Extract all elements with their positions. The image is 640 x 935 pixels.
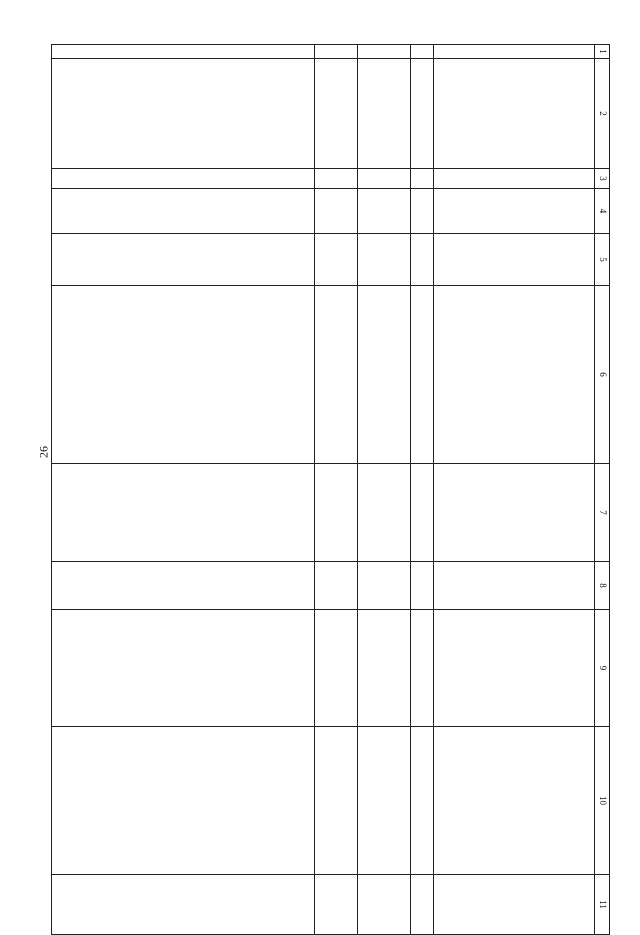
table-cell <box>358 286 411 464</box>
table-row <box>434 45 595 935</box>
table-cell <box>315 464 358 562</box>
table-cell <box>52 45 315 59</box>
col-header: 2 <box>595 59 610 169</box>
table-cell <box>434 610 595 727</box>
table-cell <box>52 189 315 234</box>
col-header: 4 <box>595 189 610 234</box>
table-cell <box>52 562 315 610</box>
table-cell <box>411 727 434 875</box>
table-cell <box>358 234 411 286</box>
table-cell <box>434 286 595 464</box>
table-cell <box>434 45 595 59</box>
table-cell <box>315 169 358 189</box>
table-cell <box>315 286 358 464</box>
table-cell <box>434 169 595 189</box>
col-header: 9 <box>595 610 610 727</box>
table-cell <box>434 59 595 169</box>
table-cell <box>434 234 595 286</box>
table-cell <box>411 464 434 562</box>
table-row <box>52 45 315 935</box>
col-header: 3 <box>595 169 610 189</box>
table-cell <box>315 189 358 234</box>
table-cell <box>52 610 315 727</box>
table-row <box>315 45 358 935</box>
table-cell <box>411 610 434 727</box>
table-cell <box>434 464 595 562</box>
table-cell <box>434 562 595 610</box>
table-cell <box>411 562 434 610</box>
table-cell <box>315 727 358 875</box>
table-cell <box>315 45 358 59</box>
table-cell <box>358 169 411 189</box>
col-header: 5 <box>595 234 610 286</box>
table-cell <box>315 610 358 727</box>
table-cell <box>411 286 434 464</box>
col-header: 11 <box>595 875 610 935</box>
table-cell <box>358 59 411 169</box>
table-cell <box>52 727 315 875</box>
table-cell <box>52 286 315 464</box>
table-cell <box>358 189 411 234</box>
table-cell <box>411 189 434 234</box>
table-cell <box>434 189 595 234</box>
table-cell <box>411 45 434 59</box>
table-cell <box>358 727 411 875</box>
col-header: 10 <box>595 727 610 875</box>
table-cell <box>434 727 595 875</box>
col-header: 7 <box>595 464 610 562</box>
table-cell <box>52 234 315 286</box>
table-cell <box>315 234 358 286</box>
table-cell <box>358 464 411 562</box>
table-cell <box>52 464 315 562</box>
table-cell <box>358 610 411 727</box>
col-header: 6 <box>595 286 610 464</box>
table-cell <box>358 562 411 610</box>
table-cell <box>315 562 358 610</box>
column-number-row <box>595 45 610 935</box>
data-table <box>51 44 610 935</box>
col-header: 1 <box>595 45 610 59</box>
table-cell <box>52 59 315 169</box>
table-cell <box>411 234 434 286</box>
table-cell <box>411 169 434 189</box>
table-row <box>411 45 434 935</box>
table-cell <box>411 59 434 169</box>
page-number: 26 <box>36 446 51 458</box>
table-cell <box>358 45 411 59</box>
table-cell <box>52 169 315 189</box>
rotated-table-container <box>66 44 610 909</box>
col-header: 8 <box>595 562 610 610</box>
table-row <box>358 45 411 935</box>
table-cell <box>315 59 358 169</box>
